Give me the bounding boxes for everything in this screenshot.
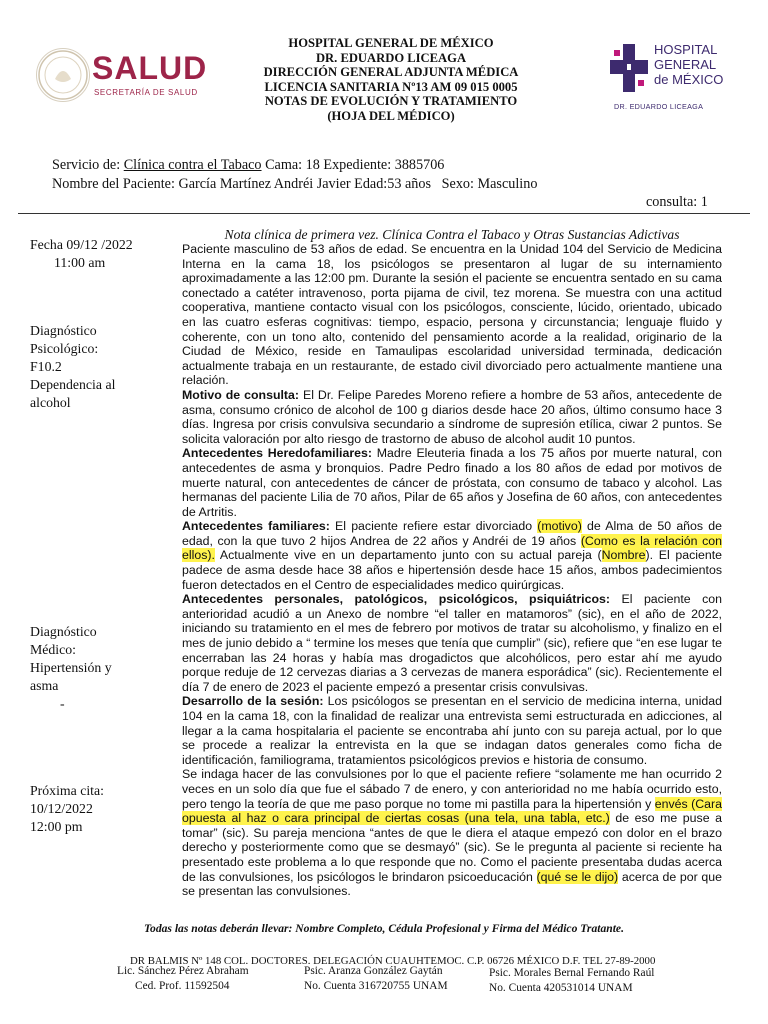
section-text: ). El paciente padece de asma desde hace 38 años e hipertensión desde hace 15 años, ambos padecimientos fueron detectados en el Centro de especialidades medico quirúrgicas.: [182, 548, 723, 592]
dx-line: alcohol: [30, 395, 71, 410]
header-line: HOSPITAL GENERAL DE MÉXICO: [288, 36, 494, 50]
highlight: (Como es la relación con ellos).: [182, 533, 722, 563]
hospital-address: DR BALMIS Nº 148 COL. DOCTORES. DELEGACIÓN CUAUHTEMOC. C.P. 06726 MÉXICO D.F. TEL 27-89-2000: [130, 955, 656, 967]
cama-label: Cama:: [265, 157, 303, 173]
expediente-label: Expediente:: [323, 157, 392, 173]
proxima-line: 12:00 pm: [30, 819, 83, 834]
section-desarrollo: [182, 694, 722, 767]
proxima-line: Próxima cita:: [30, 783, 104, 798]
section-motivo: [182, 388, 722, 446]
header-line: DR. EDUARDO LICEAGA: [315, 50, 467, 65]
dx-line: Médico:: [30, 642, 76, 657]
sexo-label: Sexo:: [441, 176, 474, 192]
hospital-cross-icon: [610, 44, 648, 92]
hospital-logo-line: GENERAL: [654, 57, 717, 72]
section-text: Madre Eleuteria finada a los 75 años por muerte natural, con antecedentes de asma y bronquios. Padre Pedro finado a los 80 años de edad por motivos de muerte natural, con antecedentes de cáncer de próstata, con consumo de tabaco y alcohol. Las hermanas del paciente Lilia de 70 años, Pilar de 65 años y Josefina de 60 años, con antecedentes de Artritis.: [182, 446, 722, 519]
cama-value: 18: [305, 157, 320, 173]
footer-note: Todas las notas deberán llevar: Nombre Completo, Cédula Profesional y Firma del Médico Tratante.: [144, 922, 624, 935]
signature-id: Ced. Prof. 11592504: [135, 980, 230, 992]
section-label: Desarrollo de la sesión:: [182, 694, 324, 709]
signature-name: Psic. Aranza González Gaytán: [304, 965, 443, 977]
patient-line: [52, 176, 537, 193]
clinical-note: [182, 227, 722, 899]
dx-line: Diagnóstico: [30, 323, 97, 338]
section-label: Antecedentes familiares:: [182, 519, 330, 534]
note-intro: Paciente masculino de 53 años de edad. Se encuentra en la Unidad 104 del Servicio de Medicina Interna en la cama 18, los psicólogos se presentaron al lugar de su internamiento aproximadamente a las 12:00 pm. Durante la sesión el paciente se encuentra sentado en su cama conectado a catéter intravenoso, porta pijama de civil, tez morena. Se muestra con una actitud cooperativa, mantiene contacto visual con los psicólogos, consciente, lúcido, orientado, ubicado en las cuatro esferas cognitivas: tiempo, espacio, persona y circunstancia; lenguaje fluido y coherente, con un tono alto, contenido del pensamiento acorde a la realidad, originario de la Ciudad de México, reside en Tamaulipas escolaridad universidad terminada, dedicación actualmente trabaja en un restaurante, de estado civil divorciado pero actualmente mantiene una relación.: [182, 242, 722, 388]
section-familiares: [182, 519, 722, 592]
header-line: NOTAS DE EVOLUCIÓN Y TRATAMIENTO: [264, 94, 518, 108]
signature-block: [117, 964, 249, 994]
salud-wordmark: SALUD: [92, 50, 208, 86]
expediente-value: 3885706: [394, 157, 445, 173]
section-label: Motivo de consulta:: [182, 387, 299, 402]
hospital-logo-line: HOSPITAL: [654, 42, 718, 57]
section-text: de eso me puse a tomar” (sic). Su pareja menciona “antes de que le diera el ataque empezó con dolor en el brazo derecho y posteriormente como que se desmayó” (sic). Se le pregunta al paciente si reciente ha presentado este problema a lo que responde que no. Como el paciente presentaba dudas acerca de las convulsiones, los psicólogos le brindaron psicoeducación: [182, 811, 722, 884]
salud-logo: [36, 44, 216, 106]
dash: -: [60, 696, 65, 711]
document-header: [220, 36, 562, 123]
section-personales: [182, 592, 722, 694]
signature-id: No. Cuenta 420531014 UNAM: [489, 982, 633, 994]
section-text: Actualmente vive en un departamento junto con su actual pareja (: [214, 548, 602, 563]
header-line: LICENCIA SANITARIA Nº13 AM 09 015 0005: [264, 79, 518, 94]
dx-line: Diagnóstico: [30, 624, 97, 639]
hospital-logo-line: de MÉXICO: [654, 72, 724, 87]
highlight: (qué se le dijo): [536, 869, 619, 884]
section-text: El paciente refiere estar divorciado: [329, 519, 538, 534]
nombre-label: Nombre del Paciente:: [52, 176, 175, 192]
header-line: (HOJA DEL MÉDICO): [327, 108, 455, 123]
edad-value: 53 años: [387, 176, 431, 192]
section-heredofamiliares: [182, 446, 722, 519]
signature-block: [304, 964, 448, 994]
section-label: Antecedentes Heredofamiliares:: [182, 446, 372, 461]
section-text: El Dr. Felipe Paredes Moreno refiere a hombre de 53 años, antecedente de asma, consumo crónico de alcohol de 100 g diarios desde hace 20 años, último consumo hace 3 días. Ingresa por crisis convulsiva secundario a síndrome de supresión etílica, ciwar 2 puntos. Se solicita valoración por alto riesgo de trastorno de abuso de alcohol audit 10 puntos.: [182, 387, 722, 446]
signature-name: Lic. Sánchez Pérez Abraham: [117, 965, 249, 977]
dx-line: asma: [30, 678, 59, 693]
section-text: Los psicólogos se presentan en el servicio de medicina interna, unidad 104 en la cama 18, con la finalidad de realizar una entrevista semi estructurada en adicciones, al llegar a la cama hospitalaria el paciente se encontraba ahí junto con su pareja actual, por lo que se procede a realizar la entrevista en la que se indagan datos generales como ficha de identificación, familiograma, tratamientos psicológicos previos e historia de consumo.: [182, 694, 722, 767]
hospital-logo-subtitle: DR. EDUARDO LICEAGA: [614, 102, 704, 111]
signature-id: No. Cuenta 316720755 UNAM: [304, 980, 448, 992]
mexico-seal-icon: [36, 48, 90, 102]
dx-line: Hipertensión y: [30, 660, 112, 675]
section-label: Antecedentes personales, patológicos, psicológicos, psiquiátricos:: [182, 592, 610, 607]
separator-line: [18, 213, 750, 214]
section-indaga: [182, 767, 722, 898]
diagnostico-psicologico: [30, 322, 115, 412]
nombre-value: García Martínez Andréi Javier: [178, 176, 351, 192]
consulta-number: consulta: 1: [646, 194, 708, 210]
hospital-logo: [608, 42, 738, 112]
dx-line: F10.2: [30, 359, 62, 374]
section-text: de Alma de 50 años de edad, con la que tuvo 2 hijos Andrea de 22 años y Andréi de 19 años: [182, 519, 722, 548]
servicio-value: Clínica contra el Tabaco: [123, 157, 262, 173]
date-block: [30, 236, 133, 272]
header-line: DIRECCIÓN GENERAL ADJUNTA MÉDICA: [263, 65, 519, 79]
proxima-line: 10/12/2022: [30, 801, 93, 816]
dx-line: Psicológico:: [30, 341, 99, 356]
section-text: acerca de por que se presentan las convulsiones.: [182, 869, 723, 899]
signature-block: [489, 966, 654, 996]
sexo-value: Masculino: [477, 176, 538, 192]
salud-subtitle: SECRETARÍA DE SALUD: [94, 88, 198, 97]
fecha: Fecha 09/12 /2022: [30, 237, 133, 252]
section-text: Se indaga hacer de las convulsiones por lo que el paciente refiere “solamente me han ocurrido 2 veces en un solo día que fue el sábado 7 de enero, y con anterioridad no me había ocurrido esto, pero tengo la teoría de que me paso porque no tome mi pastilla para la hipertensión y: [182, 767, 722, 811]
highlight: envés (Cara opuesta al haz o cara principal de ciertas cosas (una tela, una tabla, etc.): [182, 796, 723, 826]
highlight: (motivo): [537, 519, 582, 534]
proxima-cita: [30, 782, 104, 836]
edad-label: Edad:: [354, 176, 388, 192]
note-title: Nota clínica de primera vez. Clínica Contra el Tabaco y Otras Sustancias Adictivas: [224, 227, 680, 242]
highlight: Nombre: [601, 548, 646, 563]
section-text: El paciente con anterioridad acudió a un Anexo de nombre “el taller en matamoros” (sic), en el año de 2022, iniciando su tratamiento en el mes de febrero por motivos de tratar su alcoholismo, y finalizo en el mes de junio debido a “ termine los meses que tenía que cumplir” (sic), refiere que “en ese lugar te encerraban las 24 horas y había mas drogadictos que alcohólicos, pero estar ahí me ayudo porque reduje de 12 cervezas diarias a 3 cervezas de manera esporádica” (sic). Recientemente el día 7 de enero de 2023 el paciente empezó a presentar crisis convulsivas.: [182, 592, 722, 694]
dx-line: Dependencia al: [30, 377, 116, 392]
signature-name: Psic. Morales Bernal Fernando Raúl: [489, 967, 655, 979]
servicio-label: Servicio de:: [52, 157, 121, 173]
diagnostico-medico: [30, 623, 112, 713]
service-line: [52, 157, 444, 174]
hora: 11:00 am: [54, 255, 106, 270]
